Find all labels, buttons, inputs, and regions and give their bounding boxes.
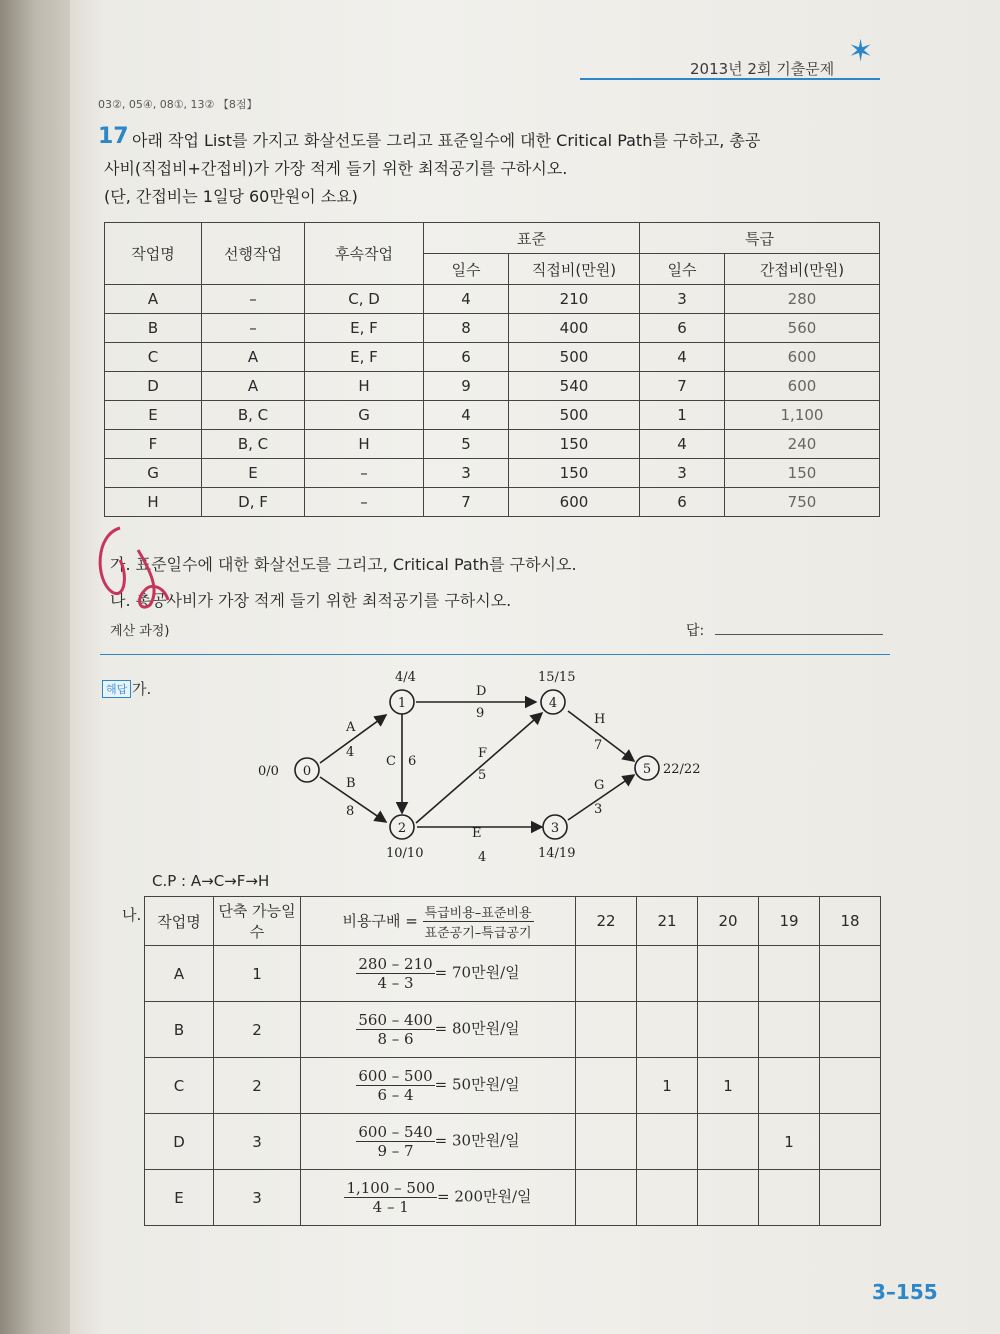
cell-direct: 210 bbox=[509, 285, 640, 314]
cell-name: C bbox=[105, 343, 202, 372]
slope-fraction bbox=[356, 1011, 434, 1048]
cell-day-mark: 1 bbox=[698, 1058, 759, 1114]
slope-den: 4 – 1 bbox=[372, 1198, 409, 1216]
cell-direct: 150 bbox=[509, 459, 640, 488]
cell-name: H bbox=[105, 488, 202, 517]
edge-duration-B: 8 bbox=[346, 804, 355, 819]
svg-text:0: 0 bbox=[302, 764, 312, 779]
cell-days: 6 bbox=[424, 343, 509, 372]
edge-name-A: A bbox=[346, 720, 356, 735]
cell-indirect: 150 bbox=[725, 459, 880, 488]
cell-cdays: 6 bbox=[640, 488, 725, 517]
cell-day-mark bbox=[759, 1170, 820, 1226]
cell-name: E bbox=[145, 1170, 214, 1226]
cell-day-mark bbox=[820, 1114, 881, 1170]
cell-day-mark bbox=[698, 1114, 759, 1170]
question-number: 17 bbox=[98, 124, 129, 149]
cell-pred: B, C bbox=[202, 430, 305, 459]
th2-day-1: 21 bbox=[637, 897, 698, 946]
svg-text:3: 3 bbox=[550, 821, 560, 836]
slope-result: = 80만원/일 bbox=[434, 1019, 520, 1038]
cell-succ: E, F bbox=[305, 314, 424, 343]
table-row bbox=[105, 430, 880, 459]
cell-day-mark bbox=[698, 1002, 759, 1058]
cell-name: E bbox=[105, 401, 202, 430]
cost-slope-table bbox=[144, 896, 881, 1226]
cell-indirect: 600 bbox=[725, 372, 880, 401]
answer-blank bbox=[715, 634, 883, 635]
cell-slope bbox=[301, 1114, 576, 1170]
cell-day-mark bbox=[820, 1058, 881, 1114]
cell-cdays: 4 bbox=[640, 430, 725, 459]
th-crash-days: 일수 bbox=[640, 254, 725, 285]
cell-succ: – bbox=[305, 488, 424, 517]
svg-text:4: 4 bbox=[548, 696, 558, 711]
node-label-4: 15/15 bbox=[538, 670, 576, 685]
table-row bbox=[145, 1002, 881, 1058]
cell-day-mark bbox=[759, 1058, 820, 1114]
page-number: 3–155 bbox=[872, 1280, 938, 1304]
cell-pred: – bbox=[202, 285, 305, 314]
cell-indirect: 560 bbox=[725, 314, 880, 343]
cell-day-mark bbox=[576, 1114, 637, 1170]
table-row bbox=[105, 459, 880, 488]
slope-den: 8 – 6 bbox=[377, 1030, 414, 1048]
cell-days: 7 bbox=[424, 488, 509, 517]
cell-cdays: 7 bbox=[640, 372, 725, 401]
cell-direct: 500 bbox=[509, 401, 640, 430]
cell-days: 8 bbox=[424, 314, 509, 343]
slope-result: = 30만원/일 bbox=[434, 1131, 520, 1150]
cell-name: C bbox=[145, 1058, 214, 1114]
cell-pred: E bbox=[202, 459, 305, 488]
cell-indirect: 750 bbox=[725, 488, 880, 517]
table-row bbox=[105, 343, 880, 372]
th2-day-0: 22 bbox=[576, 897, 637, 946]
edge-name-D: D bbox=[476, 684, 487, 699]
cell-slope bbox=[301, 946, 576, 1002]
cell-name: B bbox=[105, 314, 202, 343]
th-succ: 후속작업 bbox=[305, 223, 424, 285]
cell-name: A bbox=[105, 285, 202, 314]
cell-name: D bbox=[145, 1114, 214, 1170]
cell-slope bbox=[301, 1170, 576, 1226]
cell-name: D bbox=[105, 372, 202, 401]
cell-direct: 540 bbox=[509, 372, 640, 401]
solution-b-label: 나. bbox=[122, 906, 142, 924]
cell-day-mark bbox=[759, 1002, 820, 1058]
slope-fraction bbox=[356, 1067, 434, 1104]
cell-days: 4 bbox=[424, 285, 509, 314]
arrow-network-diagram bbox=[250, 665, 720, 870]
cell-slope bbox=[301, 1002, 576, 1058]
node-label-3: 14/19 bbox=[538, 846, 576, 861]
solution-a-label: 가. bbox=[132, 680, 152, 698]
cell-pred: A bbox=[202, 343, 305, 372]
cell-day-mark bbox=[637, 946, 698, 1002]
cell-day-mark: 1 bbox=[637, 1058, 698, 1114]
answer-label: 답: bbox=[686, 623, 705, 639]
cell-days: 3 bbox=[424, 459, 509, 488]
work-list-table bbox=[104, 222, 880, 517]
edge-name-F: F bbox=[478, 746, 488, 761]
slope-num: 600 – 500 bbox=[358, 1067, 433, 1085]
cell-name: G bbox=[105, 459, 202, 488]
cell-indirect: 280 bbox=[725, 285, 880, 314]
cell-day-mark: 1 bbox=[759, 1114, 820, 1170]
edge-name-G: G bbox=[594, 778, 605, 793]
cell-name: A bbox=[145, 946, 214, 1002]
node-label-5: 22/22 bbox=[663, 762, 701, 777]
slope-num: 600 – 540 bbox=[358, 1123, 433, 1141]
cell-day-mark bbox=[637, 1114, 698, 1170]
table-row bbox=[145, 1170, 881, 1226]
cell-day-mark bbox=[576, 1002, 637, 1058]
edge-name-C: C bbox=[386, 754, 396, 769]
cell-day-mark bbox=[637, 1002, 698, 1058]
cell-crash: 3 bbox=[214, 1170, 301, 1226]
table-row bbox=[145, 1114, 881, 1170]
th-crash: 특급 bbox=[640, 223, 880, 254]
th2-crash: 단축 가능일수 bbox=[214, 897, 301, 946]
question-tag: 03②, 05④, 08①, 13② 【8점】 bbox=[98, 98, 258, 111]
cell-name: B bbox=[145, 1002, 214, 1058]
solution-badge: 해답 bbox=[102, 680, 131, 698]
critical-path: C.P : A→C→F→H bbox=[152, 872, 270, 890]
cell-days: 4 bbox=[424, 401, 509, 430]
th-pred: 선행작업 bbox=[202, 223, 305, 285]
node-label-0: 0/0 bbox=[258, 764, 279, 779]
table-row bbox=[105, 314, 880, 343]
slope-fraction bbox=[344, 1179, 437, 1216]
svg-text:1: 1 bbox=[397, 696, 407, 711]
th2-slope-den: 표준공기–특급공기 bbox=[424, 925, 532, 941]
cell-day-mark bbox=[576, 1058, 637, 1114]
table-row bbox=[105, 372, 880, 401]
cell-succ: E, F bbox=[305, 343, 424, 372]
question-line-2: 사비(직접비+간접비)가 가장 적게 들기 위한 최적공기를 구하시오. bbox=[104, 159, 568, 178]
cell-name: F bbox=[105, 430, 202, 459]
node-label-2: 10/10 bbox=[386, 846, 424, 861]
cell-succ: G bbox=[305, 401, 424, 430]
edge-duration-H: 7 bbox=[594, 738, 603, 753]
svg-text:2: 2 bbox=[397, 821, 407, 836]
cell-cdays: 6 bbox=[640, 314, 725, 343]
cell-day-mark bbox=[637, 1170, 698, 1226]
slope-result: = 50만원/일 bbox=[434, 1075, 520, 1094]
slope-fraction bbox=[356, 1123, 434, 1160]
cell-crash: 1 bbox=[214, 946, 301, 1002]
cell-succ: H bbox=[305, 430, 424, 459]
edge-name-E: E bbox=[472, 826, 482, 841]
cell-succ: C, D bbox=[305, 285, 424, 314]
slope-num: 280 – 210 bbox=[358, 955, 433, 973]
cell-cdays: 4 bbox=[640, 343, 725, 372]
cell-day-mark bbox=[698, 946, 759, 1002]
edge-duration-C: 6 bbox=[408, 754, 417, 769]
table-row bbox=[105, 285, 880, 314]
table-row bbox=[145, 1058, 881, 1114]
cell-crash: 3 bbox=[214, 1114, 301, 1170]
edge-duration-A: 4 bbox=[346, 745, 355, 760]
header-rule bbox=[580, 78, 880, 80]
cell-day-mark bbox=[820, 1002, 881, 1058]
cell-day-mark bbox=[576, 946, 637, 1002]
cell-days: 5 bbox=[424, 430, 509, 459]
cell-days: 9 bbox=[424, 372, 509, 401]
cell-indirect: 1,100 bbox=[725, 401, 880, 430]
th-indirect: 간접비(만원) bbox=[725, 254, 880, 285]
slope-num: 1,100 – 500 bbox=[346, 1179, 436, 1197]
cell-direct: 150 bbox=[509, 430, 640, 459]
book-spine bbox=[0, 0, 70, 1334]
slope-den: 4 – 3 bbox=[377, 974, 414, 992]
th2-day-2: 20 bbox=[698, 897, 759, 946]
th2-slope-num: 특급비용–표준비용 bbox=[423, 902, 534, 922]
cell-direct: 600 bbox=[509, 488, 640, 517]
slope-den: 6 – 4 bbox=[377, 1086, 414, 1104]
question-line-3: (단, 간접비는 1일당 60만원이 소요) bbox=[104, 187, 358, 206]
th-name: 작업명 bbox=[105, 223, 202, 285]
cell-pred: – bbox=[202, 314, 305, 343]
cell-day-mark bbox=[759, 946, 820, 1002]
edge-name-B: B bbox=[346, 776, 356, 791]
cell-succ: – bbox=[305, 459, 424, 488]
question-line-1: 아래 작업 List를 가지고 화살선도를 그리고 표준일수에 대한 Critical Path를 구하고, 총공 bbox=[132, 131, 761, 150]
svg-text:5: 5 bbox=[642, 762, 652, 777]
slope-num: 560 – 400 bbox=[358, 1011, 433, 1029]
edge-name-H: H bbox=[594, 712, 606, 727]
table-row bbox=[145, 946, 881, 1002]
th2-day-4: 18 bbox=[820, 897, 881, 946]
cell-direct: 400 bbox=[509, 314, 640, 343]
cell-indirect: 240 bbox=[725, 430, 880, 459]
edge-duration-G: 3 bbox=[594, 802, 603, 817]
calc-label: 계산 과정) bbox=[110, 624, 170, 639]
page-header-title: 2013년 2회 기출문제 bbox=[690, 60, 835, 78]
star-decoration-icon: ✶ bbox=[848, 34, 874, 69]
edge-duration-E: 4 bbox=[478, 850, 487, 865]
subquestion-b: 나. 총공사비가 가장 적게 들기 위한 최적공기를 구하시오. bbox=[110, 591, 512, 610]
edge-duration-D: 9 bbox=[476, 706, 485, 721]
cell-cdays: 1 bbox=[640, 401, 725, 430]
table-row bbox=[105, 488, 880, 517]
cell-crash: 2 bbox=[214, 1058, 301, 1114]
red-pen-annotation-icon bbox=[90, 510, 200, 620]
edge-duration-F: 5 bbox=[478, 768, 487, 783]
th-standard: 표준 bbox=[424, 223, 640, 254]
th-direct: 직접비(만원) bbox=[509, 254, 640, 285]
slope-result: = 70만원/일 bbox=[434, 963, 520, 982]
cell-succ: H bbox=[305, 372, 424, 401]
th2-day-3: 19 bbox=[759, 897, 820, 946]
cell-cdays: 3 bbox=[640, 459, 725, 488]
node-label-1: 4/4 bbox=[395, 670, 416, 685]
cell-day-mark bbox=[820, 1170, 881, 1226]
cell-crash: 2 bbox=[214, 1002, 301, 1058]
table-row bbox=[105, 401, 880, 430]
slope-fraction bbox=[356, 955, 434, 992]
cell-slope bbox=[301, 1058, 576, 1114]
cell-pred: D, F bbox=[202, 488, 305, 517]
slope-den: 9 – 7 bbox=[377, 1142, 414, 1160]
th2-name: 작업명 bbox=[145, 897, 214, 946]
cell-indirect: 600 bbox=[725, 343, 880, 372]
section-divider bbox=[100, 654, 890, 655]
cell-day-mark bbox=[820, 946, 881, 1002]
th2-slope bbox=[301, 897, 576, 946]
th-days: 일수 bbox=[424, 254, 509, 285]
cell-day-mark bbox=[698, 1170, 759, 1226]
th2-slope-label: 비용구배 = bbox=[342, 911, 418, 930]
subquestion-a: 가. 표준일수에 대한 화살선도를 그리고, Critical Path를 구하시오. bbox=[110, 555, 577, 574]
th2-slope-formula bbox=[423, 902, 534, 941]
cell-direct: 500 bbox=[509, 343, 640, 372]
cell-pred: A bbox=[202, 372, 305, 401]
slope-result: = 200만원/일 bbox=[437, 1187, 532, 1206]
cell-cdays: 3 bbox=[640, 285, 725, 314]
cell-pred: B, C bbox=[202, 401, 305, 430]
cell-day-mark bbox=[576, 1170, 637, 1226]
